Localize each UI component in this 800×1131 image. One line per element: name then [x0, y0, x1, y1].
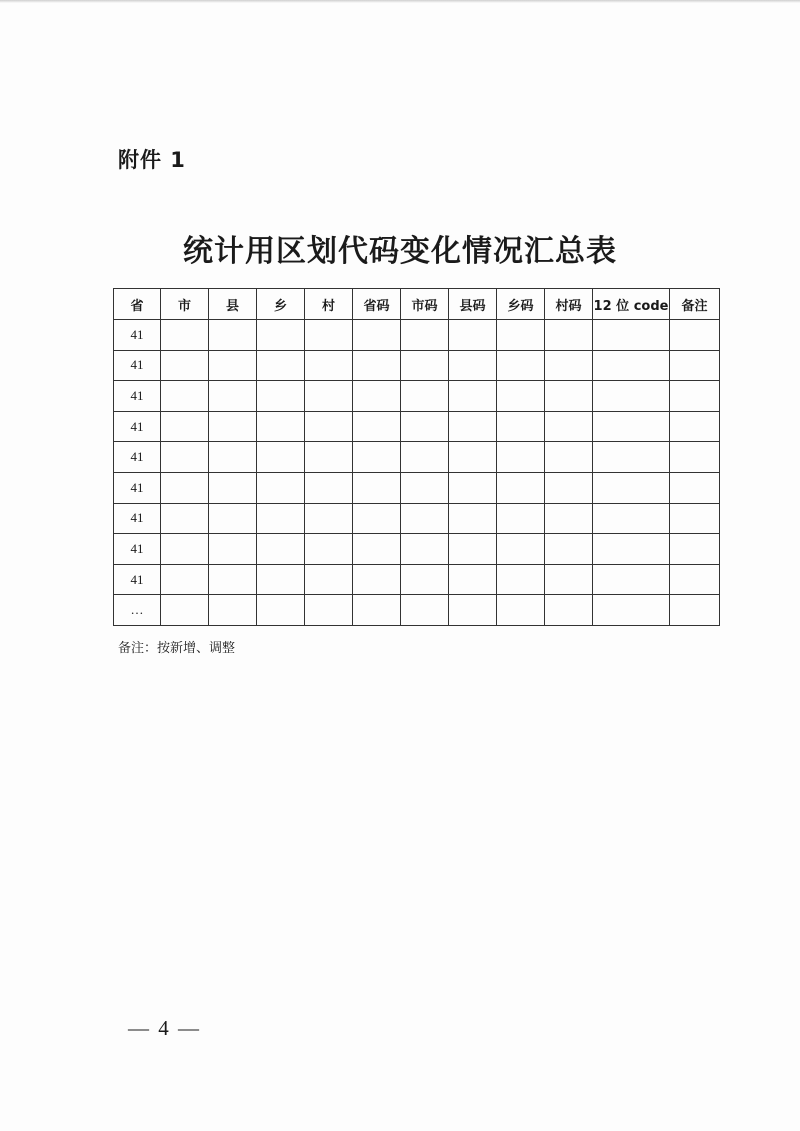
table-cell: [305, 411, 353, 442]
table-row: [114, 411, 720, 442]
table-cell: [209, 564, 257, 595]
table-cell: [449, 472, 497, 503]
table-cell: [209, 381, 257, 412]
table-cell: [161, 442, 209, 473]
table-cell: [257, 595, 305, 626]
table-cell: [670, 381, 720, 412]
table-cell: [401, 503, 449, 534]
table-cell: [305, 442, 353, 473]
table-cell: [593, 534, 670, 565]
column-header: 12 位 code: [593, 289, 670, 320]
table-row: [114, 442, 720, 473]
table-cell: [449, 442, 497, 473]
table-cell: 41: [114, 381, 161, 412]
table-cell: [401, 595, 449, 626]
attachment-label: 附件 1: [118, 148, 186, 172]
table-cell: [209, 350, 257, 381]
table-cell: [593, 350, 670, 381]
column-header: 备注: [670, 289, 720, 320]
table-cell: [593, 472, 670, 503]
table-row: [114, 472, 720, 503]
table-cell: [209, 472, 257, 503]
table-cell: [161, 411, 209, 442]
table-cell: [305, 320, 353, 351]
column-header: 乡码: [497, 289, 545, 320]
table-cell: [161, 350, 209, 381]
table-cell: [257, 534, 305, 565]
summary-table: [113, 288, 720, 626]
table-cell: [670, 411, 720, 442]
table-cell: [593, 595, 670, 626]
table-cell: [305, 564, 353, 595]
table-cell: [257, 320, 305, 351]
table-cell: [545, 381, 593, 412]
table-cell: [209, 442, 257, 473]
table-cell: [593, 503, 670, 534]
column-header: 省码: [353, 289, 401, 320]
table-cell: [449, 320, 497, 351]
table-cell: [209, 503, 257, 534]
table-row: [114, 320, 720, 351]
table-cell: [353, 472, 401, 503]
table-cell: [670, 350, 720, 381]
table-cell: [449, 411, 497, 442]
table-cell: [257, 411, 305, 442]
table-cell: [497, 503, 545, 534]
table-cell: 41: [114, 350, 161, 381]
table-cell: [449, 350, 497, 381]
table-cell: [449, 381, 497, 412]
table-cell: [593, 320, 670, 351]
table-cell: [209, 411, 257, 442]
table-body: [114, 320, 720, 626]
table-cell: [161, 595, 209, 626]
table-cell: [670, 564, 720, 595]
table-cell: [257, 564, 305, 595]
table-cell: [257, 381, 305, 412]
table-cell: [449, 595, 497, 626]
page-number: — 4 —: [128, 1016, 201, 1040]
table-cell: [545, 411, 593, 442]
table-row: [114, 564, 720, 595]
table-cell: 41: [114, 411, 161, 442]
table-cell: [593, 381, 670, 412]
table-cell: [545, 534, 593, 565]
table-cell: [257, 442, 305, 473]
table-cell: [497, 534, 545, 565]
table-cell: [257, 472, 305, 503]
table-cell: [401, 564, 449, 595]
table-cell: [401, 472, 449, 503]
table-cell: [353, 411, 401, 442]
table-cell: [670, 472, 720, 503]
table-cell: [670, 442, 720, 473]
table-note: 备注：按新增、调整: [118, 641, 236, 656]
table-cell: [545, 503, 593, 534]
table-cell: [497, 350, 545, 381]
table-cell: [353, 350, 401, 381]
table-cell: [449, 564, 497, 595]
table-cell: [401, 350, 449, 381]
table-cell: [353, 534, 401, 565]
table-cell: 41: [114, 442, 161, 473]
table-cell: [497, 381, 545, 412]
table-row: [114, 503, 720, 534]
table-cell: [545, 442, 593, 473]
table-cell: …: [114, 595, 161, 626]
table-cell: [353, 503, 401, 534]
table-cell: [593, 564, 670, 595]
table-row: [114, 534, 720, 565]
table-cell: 41: [114, 320, 161, 351]
table-cell: [449, 534, 497, 565]
table-cell: [353, 320, 401, 351]
table-cell: [161, 534, 209, 565]
table-cell: [401, 442, 449, 473]
table-header-row: [114, 289, 720, 320]
table-cell: [593, 442, 670, 473]
table-cell: [353, 595, 401, 626]
table-cell: [305, 381, 353, 412]
table-row: [114, 595, 720, 626]
table-cell: [257, 503, 305, 534]
table-cell: [305, 472, 353, 503]
table-cell: [353, 381, 401, 412]
table-cell: 41: [114, 472, 161, 503]
column-header: 市码: [401, 289, 449, 320]
document-title: 统计用区划代码变化情况汇总表: [183, 234, 617, 269]
table-cell: [209, 595, 257, 626]
column-header: 县码: [449, 289, 497, 320]
table-cell: [497, 442, 545, 473]
table-cell: [161, 503, 209, 534]
table-cell: [161, 564, 209, 595]
table-cell: [593, 411, 670, 442]
table-cell: [545, 595, 593, 626]
table-cell: [209, 534, 257, 565]
table-cell: [305, 350, 353, 381]
table-cell: [305, 534, 353, 565]
table-cell: [545, 320, 593, 351]
table-cell: [401, 320, 449, 351]
table-cell: [257, 350, 305, 381]
table-cell: [545, 564, 593, 595]
table-cell: 41: [114, 564, 161, 595]
table-cell: [670, 534, 720, 565]
column-header: 市: [161, 289, 209, 320]
table-cell: [401, 411, 449, 442]
table-cell: [353, 442, 401, 473]
table-cell: [497, 411, 545, 442]
table-cell: [670, 595, 720, 626]
column-header: 省: [114, 289, 161, 320]
column-header: 村: [305, 289, 353, 320]
table-cell: [497, 320, 545, 351]
table-cell: [449, 503, 497, 534]
table-cell: [497, 564, 545, 595]
table-cell: [670, 320, 720, 351]
table-cell: [670, 503, 720, 534]
table-cell: [497, 472, 545, 503]
table-cell: [209, 320, 257, 351]
table-cell: 41: [114, 503, 161, 534]
column-header: 乡: [257, 289, 305, 320]
table-cell: [305, 503, 353, 534]
table-cell: [401, 381, 449, 412]
table-cell: [305, 595, 353, 626]
scan-edge: [0, 0, 800, 3]
table-cell: [161, 381, 209, 412]
table-cell: [161, 472, 209, 503]
table-cell: [401, 534, 449, 565]
table-row: [114, 350, 720, 381]
column-header: 村码: [545, 289, 593, 320]
table-cell: [497, 595, 545, 626]
table-cell: 41: [114, 534, 161, 565]
table-cell: [353, 564, 401, 595]
table-row: [114, 381, 720, 412]
table-cell: [545, 350, 593, 381]
column-header: 县: [209, 289, 257, 320]
table-cell: [161, 320, 209, 351]
table-cell: [545, 472, 593, 503]
